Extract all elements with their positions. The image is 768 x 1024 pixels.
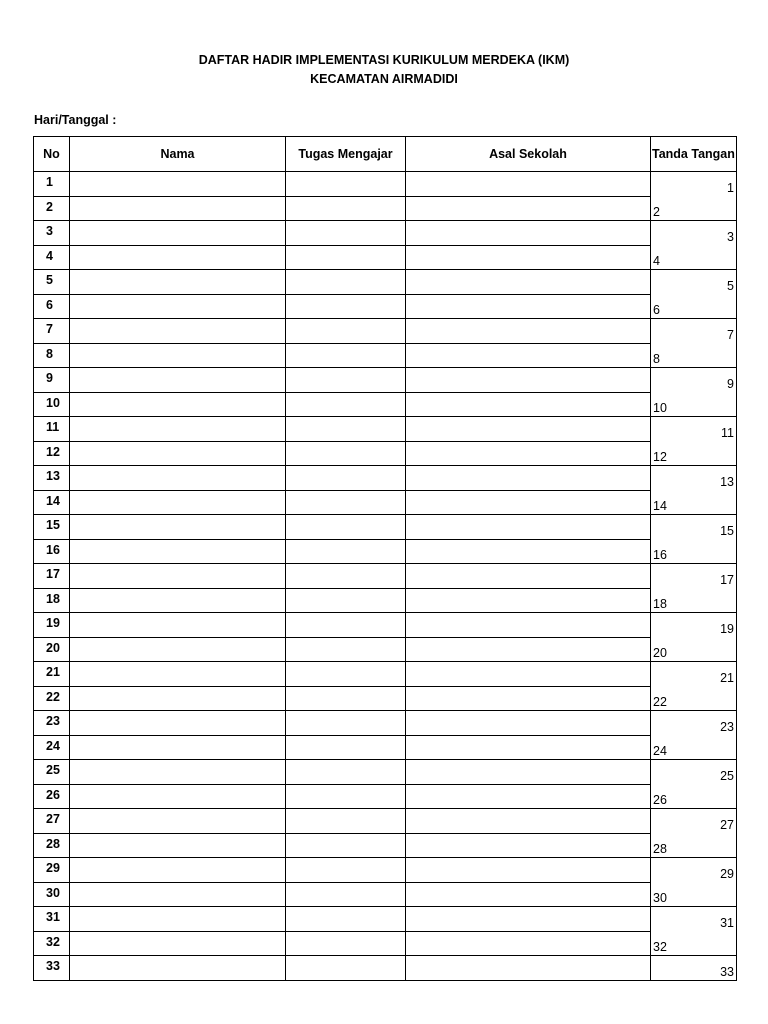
tugas-mengajar-cell[interactable] (286, 784, 406, 809)
tugas-mengajar-cell[interactable] (286, 907, 406, 932)
signature-number: 31 (720, 916, 734, 930)
asal-sekolah-cell[interactable] (406, 613, 651, 638)
document-title: DAFTAR HADIR IMPLEMENTASI KURIKULUM MERDEKA (IKM) (198, 53, 570, 67)
tanda-tangan-cell[interactable] (651, 417, 737, 442)
table-row (34, 196, 737, 221)
document-subtitle: KECAMATAN AIRMADIDI (310, 72, 458, 86)
table-row (34, 809, 737, 834)
tanda-tangan-cell[interactable] (651, 711, 737, 736)
table-row (34, 760, 737, 785)
tugas-mengajar-cell[interactable] (286, 858, 406, 883)
tanda-tangan-cell[interactable] (651, 784, 737, 809)
table-row (34, 613, 737, 638)
row-number: 32 (34, 931, 70, 956)
asal-sekolah-cell[interactable] (406, 539, 651, 564)
asal-sekolah-cell[interactable] (406, 515, 651, 540)
table-row (34, 172, 737, 197)
tugas-mengajar-cell[interactable] (286, 221, 406, 246)
signature-number: 17 (720, 573, 734, 587)
asal-sekolah-cell[interactable] (406, 637, 651, 662)
asal-sekolah-cell[interactable] (406, 245, 651, 270)
table-row (34, 392, 737, 417)
signature-number: 1 (727, 181, 734, 195)
tugas-mengajar-cell[interactable] (286, 931, 406, 956)
attendance-table (33, 136, 737, 981)
table-row (34, 294, 737, 319)
row-number: 8 (34, 343, 70, 368)
nama-cell[interactable] (70, 907, 286, 932)
signature-number: 32 (653, 940, 667, 954)
nama-cell[interactable] (70, 564, 286, 589)
tanda-tangan-cell[interactable] (651, 221, 737, 246)
tugas-mengajar-cell[interactable] (286, 956, 406, 981)
header-row (34, 137, 737, 172)
tanda-tangan-cell[interactable] (651, 907, 737, 932)
tugas-mengajar-cell[interactable] (286, 735, 406, 760)
nama-cell[interactable] (70, 417, 286, 442)
tugas-mengajar-cell[interactable] (286, 760, 406, 785)
tugas-mengajar-cell[interactable] (286, 662, 406, 687)
tanda-tangan-cell[interactable] (651, 245, 737, 270)
asal-sekolah-cell[interactable] (406, 956, 651, 981)
row-number: 21 (34, 662, 70, 687)
asal-sekolah-cell[interactable] (406, 172, 651, 197)
signature-number: 21 (720, 671, 734, 685)
row-number: 30 (34, 882, 70, 907)
header-tugas-mengajar: Tugas Mengajar (286, 137, 406, 172)
row-number: 19 (34, 613, 70, 638)
signature-number: 11 (721, 426, 734, 440)
table-row (34, 662, 737, 687)
row-number: 31 (34, 907, 70, 932)
asal-sekolah-cell[interactable] (406, 196, 651, 221)
tugas-mengajar-cell[interactable] (286, 882, 406, 907)
table-row (34, 441, 737, 466)
nama-cell[interactable] (70, 294, 286, 319)
tugas-mengajar-cell[interactable] (286, 294, 406, 319)
tugas-mengajar-cell[interactable] (286, 392, 406, 417)
row-number: 9 (34, 368, 70, 393)
signature-number: 4 (653, 254, 660, 268)
asal-sekolah-cell[interactable] (406, 490, 651, 515)
tugas-mengajar-cell[interactable] (286, 368, 406, 393)
tugas-mengajar-cell[interactable] (286, 588, 406, 613)
row-number: 17 (34, 564, 70, 589)
signature-number: 18 (653, 597, 667, 611)
signature-number: 24 (653, 744, 667, 758)
signature-number: 20 (653, 646, 667, 660)
table-row (34, 833, 737, 858)
table-row (34, 466, 737, 491)
signature-number: 29 (720, 867, 734, 881)
tanda-tangan-cell[interactable] (651, 833, 737, 858)
row-number: 16 (34, 539, 70, 564)
asal-sekolah-cell[interactable] (406, 735, 651, 760)
nama-cell[interactable] (70, 637, 286, 662)
nama-cell[interactable] (70, 245, 286, 270)
table-row (34, 343, 737, 368)
table-row (34, 588, 737, 613)
tanda-tangan-cell[interactable] (651, 294, 737, 319)
nama-cell[interactable] (70, 588, 286, 613)
row-number: 24 (34, 735, 70, 760)
tanda-tangan-cell[interactable] (651, 368, 737, 393)
asal-sekolah-cell[interactable] (406, 686, 651, 711)
asal-sekolah-cell[interactable] (406, 711, 651, 736)
nama-cell[interactable] (70, 343, 286, 368)
nama-cell[interactable] (70, 221, 286, 246)
tanda-tangan-cell[interactable] (651, 515, 737, 540)
nama-cell[interactable] (70, 368, 286, 393)
table-row (34, 245, 737, 270)
table-row (34, 270, 737, 295)
nama-cell[interactable] (70, 833, 286, 858)
signature-number: 19 (720, 622, 734, 636)
signature-number: 8 (653, 352, 660, 366)
signature-number: 13 (720, 475, 734, 489)
row-number: 3 (34, 221, 70, 246)
row-number: 25 (34, 760, 70, 785)
row-number: 12 (34, 441, 70, 466)
row-number: 23 (34, 711, 70, 736)
asal-sekolah-cell[interactable] (406, 588, 651, 613)
tanda-tangan-cell[interactable] (651, 882, 737, 907)
signature-number: 25 (720, 769, 734, 783)
row-number: 7 (34, 319, 70, 344)
tanda-tangan-cell[interactable] (651, 735, 737, 760)
signature-number: 7 (727, 328, 734, 342)
tanda-tangan-cell[interactable] (651, 564, 737, 589)
tugas-mengajar-cell[interactable] (286, 466, 406, 491)
tanda-tangan-cell[interactable] (651, 196, 737, 221)
header-no: No (34, 137, 70, 172)
tugas-mengajar-cell[interactable] (286, 196, 406, 221)
tugas-mengajar-cell[interactable] (286, 417, 406, 442)
asal-sekolah-cell[interactable] (406, 662, 651, 687)
header-asal-sekolah: Asal Sekolah (406, 137, 651, 172)
tanda-tangan-cell[interactable] (651, 809, 737, 834)
asal-sekolah-cell[interactable] (406, 368, 651, 393)
row-number: 27 (34, 809, 70, 834)
table-row (34, 686, 737, 711)
table-row (34, 539, 737, 564)
signature-number: 3 (727, 230, 734, 244)
nama-cell[interactable] (70, 882, 286, 907)
tanda-tangan-cell[interactable] (651, 956, 737, 981)
asal-sekolah-cell[interactable] (406, 270, 651, 295)
asal-sekolah-cell[interactable] (406, 784, 651, 809)
tanda-tangan-cell[interactable] (651, 931, 737, 956)
table-row (34, 858, 737, 883)
tugas-mengajar-cell[interactable] (286, 515, 406, 540)
table-row (34, 907, 737, 932)
nama-cell[interactable] (70, 858, 286, 883)
signature-number: 6 (653, 303, 660, 317)
table-row (34, 931, 737, 956)
row-number: 20 (34, 637, 70, 662)
header-tanda-tangan: Tanda Tangan (651, 137, 737, 172)
nama-cell[interactable] (70, 490, 286, 515)
row-number: 1 (34, 172, 70, 197)
nama-cell[interactable] (70, 956, 286, 981)
date-label: Hari/Tanggal : (34, 113, 117, 127)
table-row (34, 784, 737, 809)
asal-sekolah-cell[interactable] (406, 809, 651, 834)
signature-number: 14 (653, 499, 667, 513)
signature-number: 27 (720, 818, 734, 832)
signature-number: 16 (653, 548, 667, 562)
header-nama: Nama (70, 137, 286, 172)
nama-cell[interactable] (70, 686, 286, 711)
tanda-tangan-cell[interactable] (651, 539, 737, 564)
row-number: 6 (34, 294, 70, 319)
nama-cell[interactable] (70, 196, 286, 221)
row-number: 28 (34, 833, 70, 858)
nama-cell[interactable] (70, 441, 286, 466)
asal-sekolah-cell[interactable] (406, 564, 651, 589)
signature-number: 22 (653, 695, 667, 709)
nama-cell[interactable] (70, 760, 286, 785)
tanda-tangan-cell[interactable] (651, 172, 737, 197)
row-number: 4 (34, 245, 70, 270)
tugas-mengajar-cell[interactable] (286, 613, 406, 638)
tugas-mengajar-cell[interactable] (286, 245, 406, 270)
table-row (34, 637, 737, 662)
tanda-tangan-cell[interactable] (651, 343, 737, 368)
asal-sekolah-cell[interactable] (406, 221, 651, 246)
nama-cell[interactable] (70, 270, 286, 295)
tugas-mengajar-cell[interactable] (286, 319, 406, 344)
row-number: 26 (34, 784, 70, 809)
tanda-tangan-cell[interactable] (651, 490, 737, 515)
asal-sekolah-cell[interactable] (406, 907, 651, 932)
table-row (34, 711, 737, 736)
row-number: 18 (34, 588, 70, 613)
row-number: 22 (34, 686, 70, 711)
signature-number: 12 (653, 450, 667, 464)
asal-sekolah-cell[interactable] (406, 441, 651, 466)
table-row (34, 319, 737, 344)
tanda-tangan-cell[interactable] (651, 686, 737, 711)
signature-number: 28 (653, 842, 667, 856)
table-row (34, 368, 737, 393)
tugas-mengajar-cell[interactable] (286, 539, 406, 564)
asal-sekolah-cell[interactable] (406, 882, 651, 907)
row-number: 13 (34, 466, 70, 491)
tanda-tangan-cell[interactable] (651, 858, 737, 883)
table-row (34, 735, 737, 760)
row-number: 11 (34, 417, 70, 442)
signature-number: 30 (653, 891, 667, 905)
nama-cell[interactable] (70, 172, 286, 197)
nama-cell[interactable] (70, 515, 286, 540)
nama-cell[interactable] (70, 466, 286, 491)
nama-cell[interactable] (70, 735, 286, 760)
nama-cell[interactable] (70, 662, 286, 687)
nama-cell[interactable] (70, 319, 286, 344)
asal-sekolah-cell[interactable] (406, 858, 651, 883)
tanda-tangan-cell[interactable] (651, 319, 737, 344)
nama-cell[interactable] (70, 613, 286, 638)
asal-sekolah-cell[interactable] (406, 294, 651, 319)
table-row (34, 956, 737, 981)
asal-sekolah-cell[interactable] (406, 343, 651, 368)
tanda-tangan-cell[interactable] (651, 760, 737, 785)
table-row (34, 221, 737, 246)
tanda-tangan-cell[interactable] (651, 637, 737, 662)
asal-sekolah-cell[interactable] (406, 319, 651, 344)
signature-number: 5 (727, 279, 734, 293)
tugas-mengajar-cell[interactable] (286, 441, 406, 466)
signature-number: 2 (653, 205, 660, 219)
row-number: 15 (34, 515, 70, 540)
table-row (34, 417, 737, 442)
tanda-tangan-cell[interactable] (651, 588, 737, 613)
tanda-tangan-cell[interactable] (651, 662, 737, 687)
signature-number: 9 (727, 377, 734, 391)
tugas-mengajar-cell[interactable] (286, 637, 406, 662)
tugas-mengajar-cell[interactable] (286, 711, 406, 736)
row-number: 14 (34, 490, 70, 515)
tanda-tangan-cell[interactable] (651, 441, 737, 466)
nama-cell[interactable] (70, 711, 286, 736)
table-row (34, 564, 737, 589)
tanda-tangan-cell[interactable] (651, 466, 737, 491)
signature-number: 10 (653, 401, 667, 415)
nama-cell[interactable] (70, 809, 286, 834)
asal-sekolah-cell[interactable] (406, 417, 651, 442)
tugas-mengajar-cell[interactable] (286, 343, 406, 368)
asal-sekolah-cell[interactable] (406, 760, 651, 785)
nama-cell[interactable] (70, 539, 286, 564)
signature-number: 26 (653, 793, 667, 807)
row-number: 5 (34, 270, 70, 295)
row-number: 29 (34, 858, 70, 883)
tanda-tangan-cell[interactable] (651, 270, 737, 295)
tugas-mengajar-cell[interactable] (286, 564, 406, 589)
tanda-tangan-cell[interactable] (651, 392, 737, 417)
signature-number: 15 (720, 524, 734, 538)
nama-cell[interactable] (70, 931, 286, 956)
tanda-tangan-cell[interactable] (651, 613, 737, 638)
nama-cell[interactable] (70, 392, 286, 417)
row-number: 2 (34, 196, 70, 221)
asal-sekolah-cell[interactable] (406, 833, 651, 858)
nama-cell[interactable] (70, 784, 286, 809)
signature-number: 23 (720, 720, 734, 734)
signature-number: 33 (720, 964, 734, 979)
table-row (34, 490, 737, 515)
table-row (34, 882, 737, 907)
row-number: 10 (34, 392, 70, 417)
row-number: 33 (34, 956, 70, 981)
asal-sekolah-cell[interactable] (406, 392, 651, 417)
tugas-mengajar-cell[interactable] (286, 833, 406, 858)
asal-sekolah-cell[interactable] (406, 466, 651, 491)
tugas-mengajar-cell[interactable] (286, 809, 406, 834)
table-row (34, 515, 737, 540)
tugas-mengajar-cell[interactable] (286, 686, 406, 711)
tugas-mengajar-cell[interactable] (286, 172, 406, 197)
asal-sekolah-cell[interactable] (406, 931, 651, 956)
tugas-mengajar-cell[interactable] (286, 270, 406, 295)
tugas-mengajar-cell[interactable] (286, 490, 406, 515)
